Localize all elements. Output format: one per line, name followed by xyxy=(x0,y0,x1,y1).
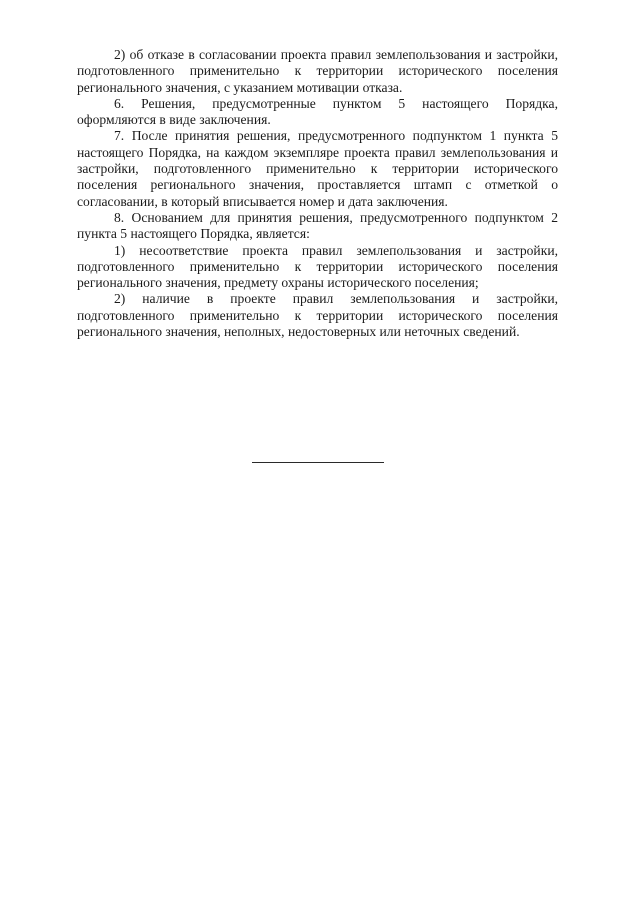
paragraph-8-item-2: 2) наличие в проекте правил землепользования и застройки, подготовленного применительно к территории исторического поселения регионального значения, неполных, недостоверных или неточных сведений. xyxy=(77,291,558,340)
paragraph-8: 8. Основанием для принятия решения, предусмотренного подпунктом 2 пункта 5 настоящего Порядка, является: xyxy=(77,209,558,242)
paragraph-7: 7. После принятия решения, предусмотренного подпунктом 1 пункта 5 настоящего Порядка, на каждом экземпляре проекта правил землепользования и застройки, подготовленного применительно к территории исторического поселения регионального значения, проставляется штамп с отметкой о согласовании, в который вписывается номер и дата заключения. xyxy=(77,128,558,209)
paragraph-8-item-1: 1) несоответствие проекта правил землепользования и застройки, подготовленного применительно к территории исторического поселения регионального значения, предмету охраны исторического поселения; xyxy=(77,242,558,291)
paragraph-refusal-item-2: 2) об отказе в согласовании проекта правил землепользования и застройки, подготовленного применительно к территории исторического поселения регионального значения, с указанием мотивации отказа. xyxy=(77,47,558,95)
paragraph-6: 6. Решения, предусмотренные пунктом 5 настоящего Порядка, оформляются в виде заключения. xyxy=(77,95,558,128)
document-body xyxy=(77,47,558,340)
end-separator-line xyxy=(252,462,384,463)
